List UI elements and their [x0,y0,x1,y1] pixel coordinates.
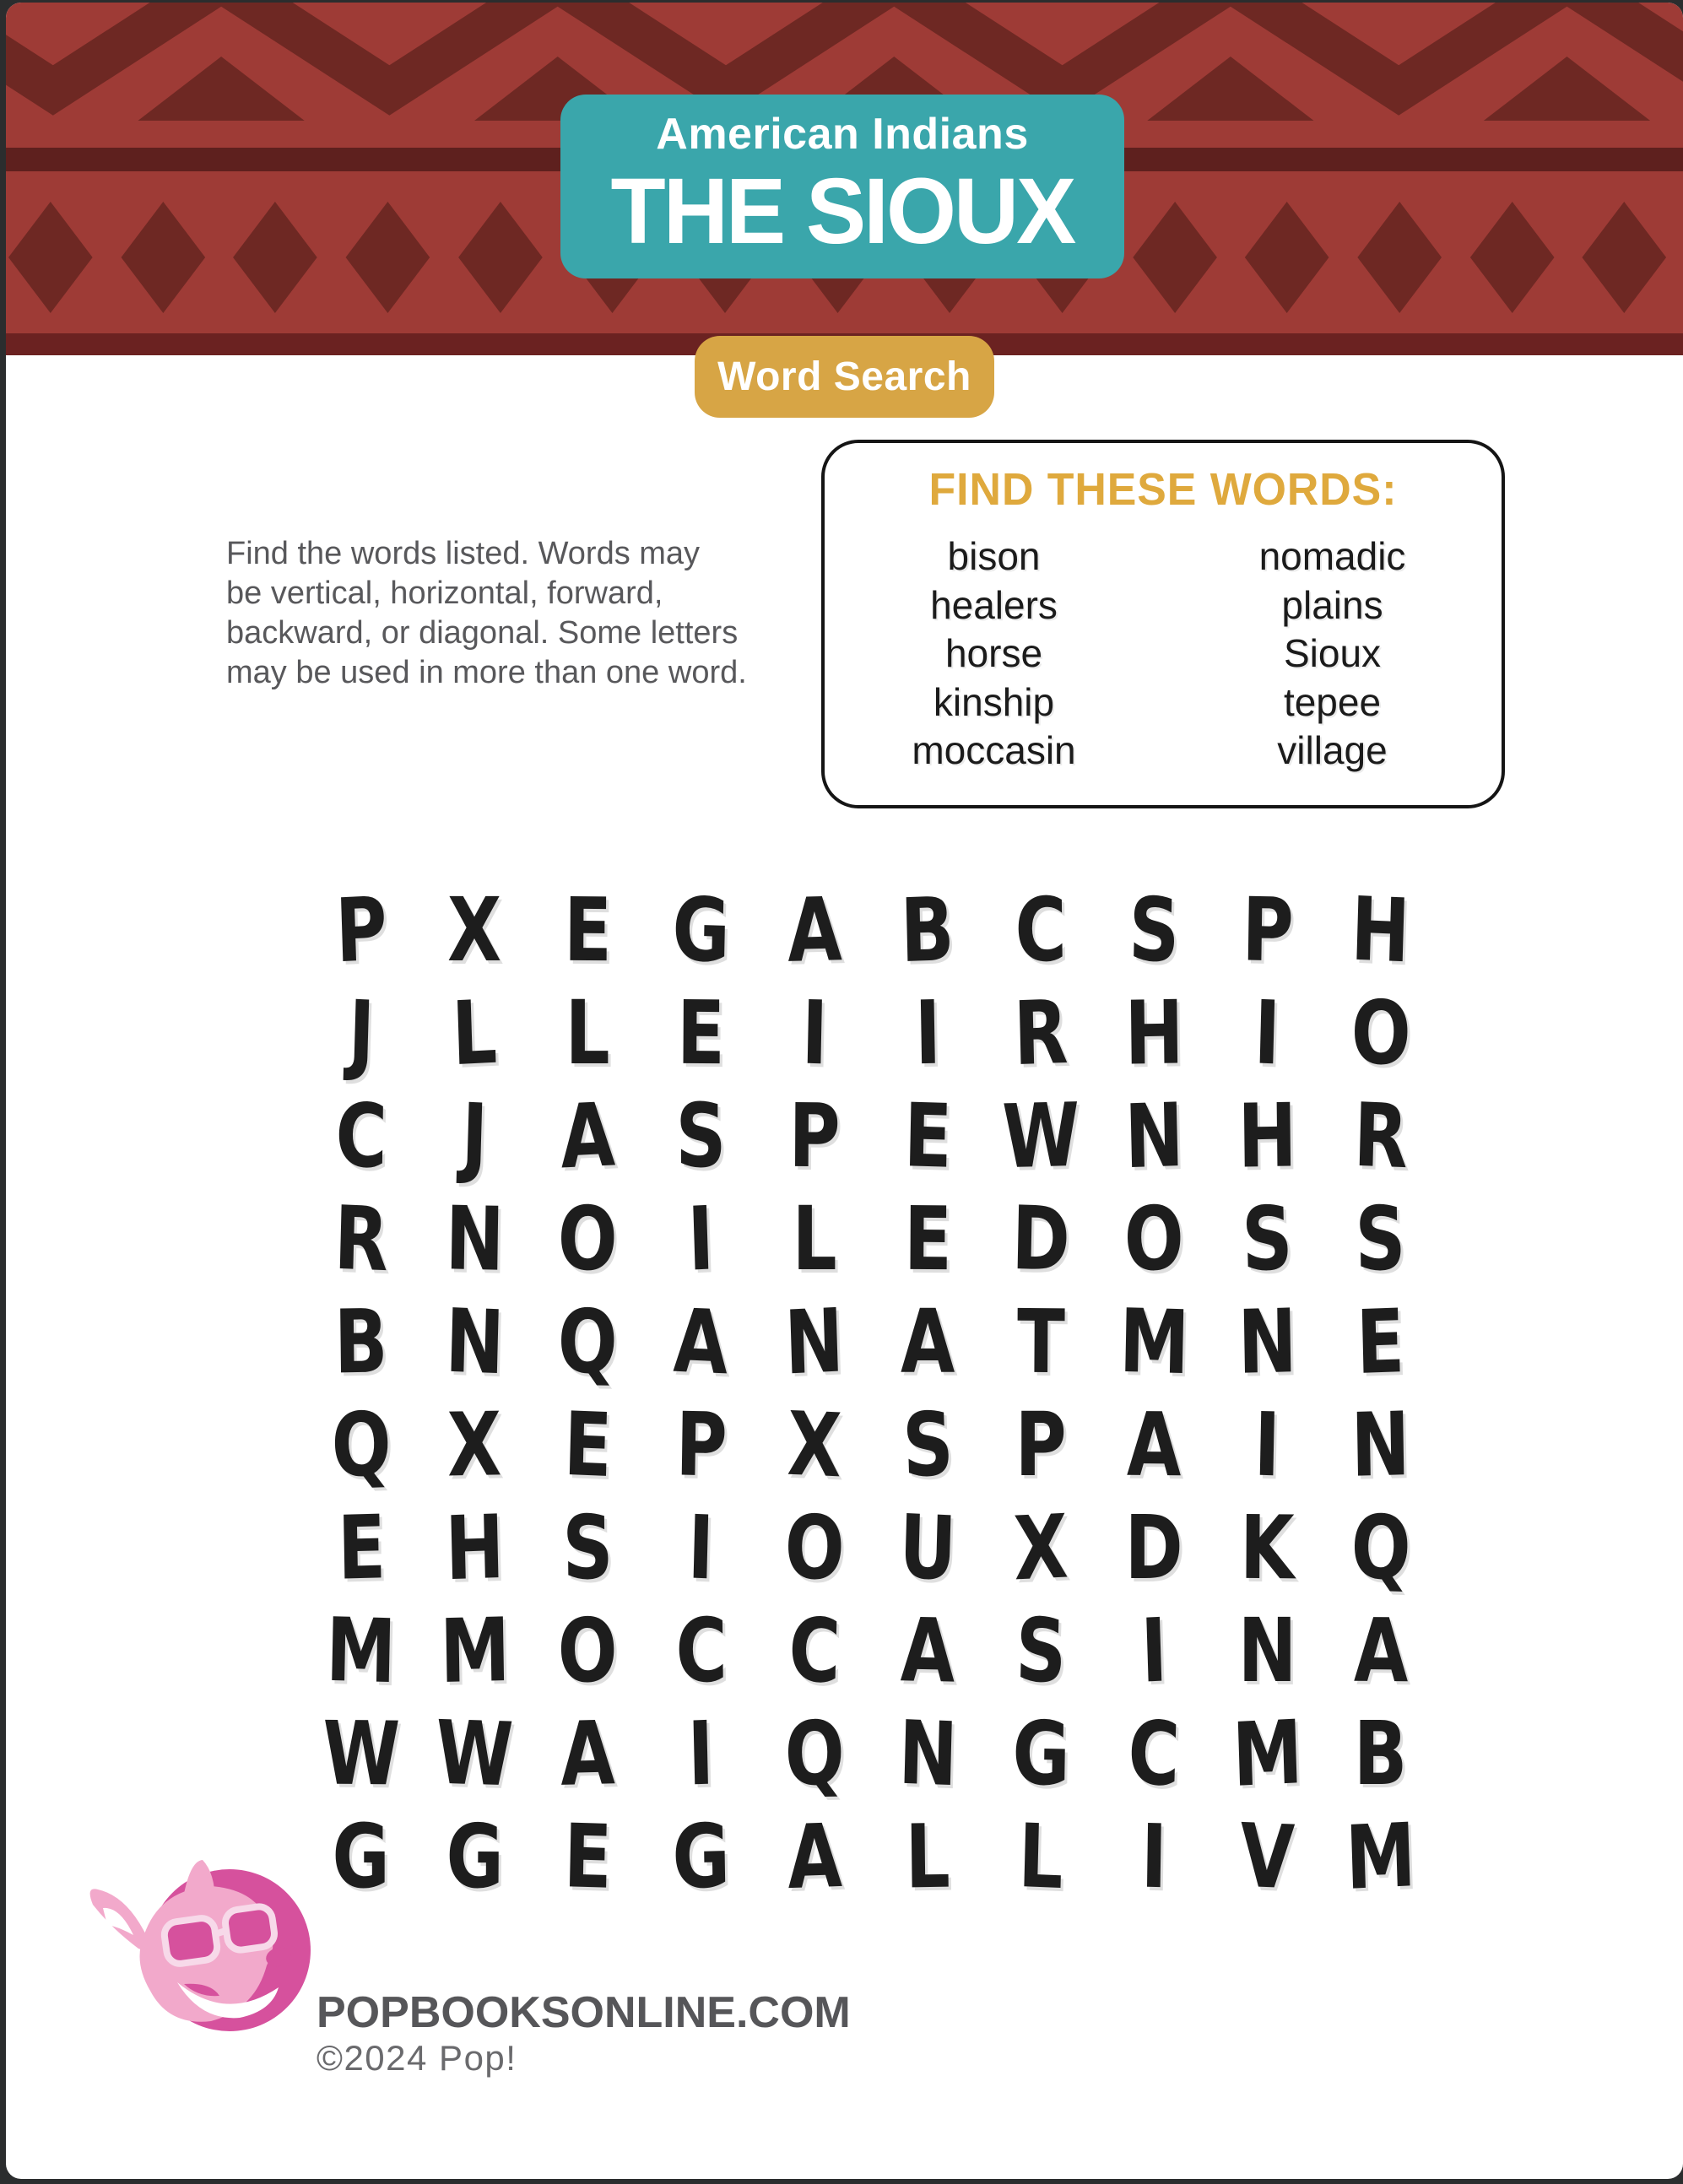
grid-cell: O [1350,981,1412,1085]
word-column [825,532,1163,776]
grid-cell: M [438,1597,511,1704]
grid-cell: A [560,1701,616,1806]
grid-cell: L [792,1187,837,1290]
grid-cell: C [787,1597,842,1704]
grid-cell: L [1017,1803,1065,1910]
grid-cell: N [1123,1083,1185,1189]
grid-cell: S [1128,877,1181,983]
grid-cell: N [1350,1392,1411,1497]
grid-cell: V [1238,1803,1296,1910]
grid-cell: E [336,1495,387,1600]
grid-cell: X [446,1392,503,1497]
grid-cell: I [800,981,829,1085]
grid-cell: S [901,1392,955,1498]
grid-cell: E [676,981,726,1085]
grid-cell: W [322,1701,401,1806]
grid-cell: O [556,1597,620,1704]
grid-cell: I [913,981,942,1085]
grid-cell: I [686,1701,716,1806]
grid-cell: A [1353,1598,1409,1703]
kangaroo-mascot-icon [84,1856,314,2037]
instructions-line: Find the words listed. Words may [226,536,701,571]
word-item: kinship [933,679,1055,724]
title-card [560,95,1124,278]
grid-cell: J [460,1084,490,1188]
grid-cell: P [1015,1393,1067,1496]
instructions-line: be vertical, horizontal, forward, [226,576,663,611]
grid-cell: S [1241,1186,1295,1292]
grid-cell: C [1015,878,1068,982]
grid-cell: P [333,877,389,983]
grid-cell: S [1355,1187,1407,1291]
grid-cell: I [1140,1804,1168,1909]
grid-cell: H [1350,877,1412,983]
word-list-columns [825,532,1502,776]
pop-kangaroo-logo [84,1856,314,2037]
puzzle-grid [305,877,1437,1910]
word-item: Sioux [1283,631,1382,675]
grid-cell: N [1237,1289,1298,1394]
word-item: village [1277,728,1388,772]
grid-cell: E [562,1804,614,1909]
grid-cell: X [1012,1495,1070,1601]
grid-cell: M [1231,1700,1304,1807]
grid-cell: Q [783,1701,845,1806]
word-item: bison [947,534,1041,578]
grid-cell: W [435,1700,515,1807]
grid-cell: O [783,1495,846,1600]
grid-cell: L [565,981,610,1084]
grid-cell: A [559,1083,617,1189]
grid-cell: B [900,877,956,983]
grid-cell: Q [557,1289,619,1394]
word-column [1163,532,1502,776]
grid-cell: I [686,1187,717,1291]
grid-cell: E [902,1084,953,1188]
word-list-box [821,440,1505,808]
grid-cell: G [671,1804,731,1909]
grid-cell: I [686,1495,716,1600]
grid-cell: R [1012,980,1069,1086]
grid-cell: N [896,1700,959,1807]
grid-cell: G [445,1804,504,1909]
grid-cell: T [1016,1289,1066,1394]
word-item: horse [944,631,1043,675]
page-title: THE SIOUX [610,159,1074,263]
activity-badge: Word Search [695,336,994,418]
word-item: moccasin [912,728,1076,772]
grid-cell: H [1237,1084,1298,1188]
grid-cell: C [674,1598,728,1703]
word-item: healers [930,582,1058,627]
grid-cell: S [675,1084,727,1187]
paper-sheet [6,3,1683,2179]
grid-cell: H [444,1495,506,1601]
grid-cell: A [900,1290,955,1393]
grid-cell: M [1117,1289,1191,1395]
grid-cell: W [1001,1083,1081,1189]
grid-cell: X [447,878,502,981]
grid-cell: M [325,1597,398,1704]
grid-cell: S [561,1495,614,1600]
grid-cell: M [1344,1803,1418,1910]
grid-cell: R [1352,1083,1410,1189]
grid-cell: B [333,1289,389,1394]
grid-cell: D [1124,1496,1184,1599]
grid-cell: A [786,1803,843,1910]
grid-cell: G [1011,1701,1071,1806]
grid-cell: O [1123,1187,1185,1291]
grid-cell: L [904,1804,951,1909]
word-item: plains [1281,582,1383,627]
grid-cell: B [1354,1702,1408,1805]
grid-cell: E [562,1392,614,1498]
grid-cell: L [450,980,499,1086]
grid-cell: I [1253,1392,1282,1497]
instructions-text [226,534,766,693]
website-url: POPBOOKSONLINE.COM [317,1988,851,2037]
grid-cell: G [671,877,732,983]
grid-cell: R [333,1186,390,1292]
grid-cell: A [900,1598,956,1703]
grid-cell: Q [1350,1495,1412,1601]
grid-cell: P [674,1392,728,1497]
grid-cell: E [1356,1289,1406,1394]
grid-cell: G [332,1805,391,1908]
grid-cell: H [1123,981,1184,1085]
grid-cell: J [346,981,376,1085]
grid-cell: K [1240,1495,1296,1600]
grid-cell: C [1127,1700,1182,1807]
grid-cell: A [672,1289,730,1395]
grid-cell: N [783,1289,846,1395]
grid-cell: A [1126,1392,1182,1497]
instructions-line: may be used in more than one word. [226,655,747,690]
grid-cell: N [443,1289,506,1395]
grid-cell: I [1253,981,1282,1085]
instructions-line: backward, or diagonal. Some letters [226,615,739,651]
series-kicker: American Indians [656,110,1029,159]
grid-cell: E [903,1187,952,1291]
grid-cell: E [563,878,613,982]
word-item: nomadic [1258,534,1406,578]
grid-cell: N [1237,1599,1297,1702]
grid-cell: P [788,1084,841,1188]
grid-cell: X [786,1392,843,1498]
grid-cell: O [556,1186,620,1292]
grid-cell: A [786,878,843,982]
word-item: tepee [1283,679,1382,724]
copyright-line: ©2024 Pop! [317,2038,517,2078]
grid-cell: Q [330,1392,392,1498]
grid-cell: C [334,1084,388,1188]
grid-cell: U [897,1495,958,1601]
grid-cell: P [1241,878,1295,982]
word-list-title: FIND THESE WORDS: [928,464,1398,515]
grid-cell: S [1014,1597,1068,1704]
grid-cell: D [1010,1186,1072,1292]
grid-cell: I [1139,1598,1169,1703]
grid-cell: N [444,1187,505,1291]
